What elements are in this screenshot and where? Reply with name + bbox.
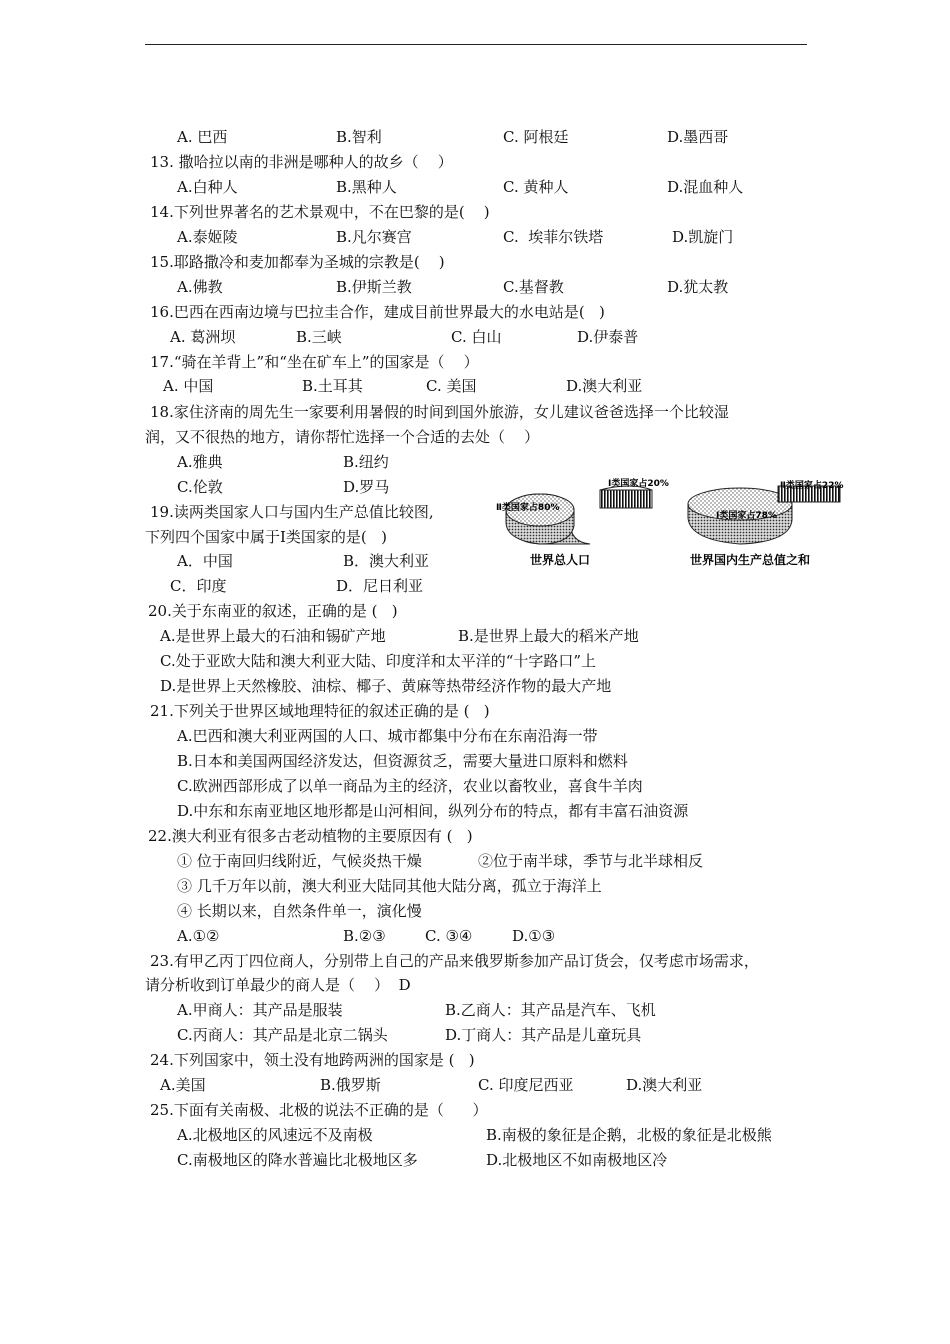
answer-option: C．印度 bbox=[170, 577, 227, 595]
answer-option: C.丙商人：其产品是北京二锅头 bbox=[177, 1026, 388, 1044]
chart-title-gdp: 世界国内生产总值之和 bbox=[690, 553, 811, 567]
question-line: 22.澳大利亚有很多古老动植物的主要原因有 ( ) bbox=[148, 827, 473, 845]
answer-option: ②位于南半球，季节与北半球相反 bbox=[478, 852, 704, 870]
answer-option: D.①③ bbox=[512, 927, 556, 945]
answer-option: B.是世界上最大的稻米产地 bbox=[458, 627, 639, 645]
question-line: 20.关于东南亚的叙述，正确的是 ( ) bbox=[148, 602, 398, 620]
answer-option: D.凯旋门 bbox=[672, 228, 734, 246]
answer-option: C. 美国 bbox=[426, 377, 477, 395]
question-line: 13. 撒哈拉以南的非洲是哪种人的故乡（ ） bbox=[150, 153, 453, 171]
answer-option: B.智利 bbox=[336, 128, 382, 146]
answer-option: B.土耳其 bbox=[302, 377, 363, 395]
question-line: 25.下面有关南极、北极的说法不正确的是（ ） bbox=[150, 1101, 488, 1119]
answer-option: C. 阿根廷 bbox=[503, 128, 569, 146]
answer-option: D.犹太教 bbox=[667, 278, 729, 296]
answer-option: ① 位于南回归线附近，气候炎热干燥 bbox=[177, 852, 422, 870]
answer-option: A.甲商人：其产品是服装 bbox=[177, 1001, 343, 1019]
question-line: ③ 几千万年以前，澳大利亚大陆同其他大陆分离，孤立于海洋上 bbox=[177, 877, 602, 895]
answer-option: B.②③ bbox=[343, 927, 386, 945]
answer-option: A.①② bbox=[177, 927, 220, 945]
answer-option: D.罗马 bbox=[343, 478, 390, 496]
answer-option: C. ③④ bbox=[425, 927, 473, 945]
chart-title-population: 世界总人口 bbox=[530, 553, 591, 567]
question-line: D.是世界上天然橡胶、油棕、椰子、黄麻等热带经济作物的最大产地 bbox=[160, 677, 612, 695]
question-line: 23.有甲乙丙丁四位商人，分别带上自己的产品来俄罗斯参加产品订货会，仅考虑市场需求， bbox=[150, 952, 759, 970]
answer-option: A.雅典 bbox=[177, 453, 223, 471]
answer-option: B．澳大利亚 bbox=[343, 552, 430, 570]
answer-option: D.澳大利亚 bbox=[626, 1076, 703, 1094]
answer-option: B.纽约 bbox=[343, 453, 389, 471]
answer-option: B.乙商人：其产品是汽车、飞机 bbox=[445, 1001, 656, 1019]
answer-option: A．中国 bbox=[177, 552, 233, 570]
answer-option: B.黑种人 bbox=[336, 178, 397, 196]
answer-option: A.北极地区的风速远不及南极 bbox=[177, 1126, 373, 1144]
answer-option: D．尼日利亚 bbox=[336, 577, 424, 595]
answer-option: A.佛教 bbox=[177, 278, 223, 296]
answer-option: D.北极地区不如南极地区冷 bbox=[486, 1151, 668, 1169]
question-line: 19.读两类国家人口与国内生产总值比较图, bbox=[150, 503, 434, 521]
answer-option: B.俄罗斯 bbox=[320, 1076, 381, 1094]
answer-option: C. 白山 bbox=[451, 328, 502, 346]
question-line: ④ 长期以来，自然条件单一，演化慢 bbox=[177, 902, 422, 920]
question-line: 24.下列国家中，领土没有地跨两洲的国家是 ( ) bbox=[150, 1051, 475, 1069]
label-type1-gdp: Ⅰ类国家占78% bbox=[716, 511, 777, 521]
answer-option: B.伊斯兰教 bbox=[336, 278, 412, 296]
question-line: 14.下列世界著名的艺术景观中，不在巴黎的是( ) bbox=[150, 203, 490, 221]
answer-option: D.墨西哥 bbox=[667, 128, 729, 146]
answer-option: C. 印度尼西亚 bbox=[478, 1076, 574, 1094]
answer-option: C.基督教 bbox=[503, 278, 564, 296]
answer-option: D.混血种人 bbox=[667, 178, 744, 196]
question-line: A.巴西和澳大利亚两国的人口、城市都集中分布在东南沿海一带 bbox=[177, 727, 598, 745]
question-line: 润，又不很热的地方，请你帮忙选择一个合适的去处（ ） bbox=[145, 428, 540, 446]
answer-option: C.伦敦 bbox=[177, 478, 223, 496]
question-line: D.中东和东南亚地区地形都是山河相间，纵列分布的特点，都有丰富石油资源 bbox=[177, 802, 689, 820]
slice-type1-population bbox=[600, 490, 652, 508]
answer-option: D.伊泰普 bbox=[577, 328, 639, 346]
answer-option: A.白种人 bbox=[177, 178, 238, 196]
label-type1-population: Ⅰ类国家占20% bbox=[608, 479, 669, 489]
header-rule bbox=[145, 44, 807, 45]
question-line: 17.“骑在羊背上”和“坐在矿车上”的国家是（ ） bbox=[150, 353, 479, 371]
chart-world-gdp bbox=[688, 479, 843, 567]
answer-option: A.泰姬陵 bbox=[177, 228, 238, 246]
label-type2-gdp: Ⅱ类国家占22% bbox=[780, 481, 844, 491]
chart-world-population bbox=[496, 477, 669, 567]
answer-option: A. 葛洲坝 bbox=[170, 328, 236, 346]
question-line: 请分析收到订单最少的商人是（ ） D bbox=[145, 976, 411, 994]
answer-option: B.凡尔赛宫 bbox=[336, 228, 412, 246]
question-line: 15.耶路撒冷和麦加都奉为圣城的宗教是( ) bbox=[150, 253, 445, 271]
answer-option: A.美国 bbox=[160, 1076, 206, 1094]
question-line: 下列四个国家中属于Ⅰ类国家的是( ) bbox=[145, 528, 387, 546]
question-line: 21.下列关于世界区域地理特征的叙述正确的是 ( ) bbox=[150, 702, 490, 720]
question-line: B.日本和美国两国经济发达，但资源贫乏，需要大量进口原料和燃料 bbox=[177, 752, 628, 770]
question-line: 16.巴西在西南边境与巴拉圭合作，建成目前世界最大的水电站是( ) bbox=[150, 303, 605, 321]
answer-option: A.是世界上最大的石油和锡矿产地 bbox=[160, 627, 386, 645]
answer-option: B.南极的象征是企鹅，北极的象征是北极熊 bbox=[486, 1126, 772, 1144]
population-gdp-pie-charts bbox=[490, 474, 870, 574]
answer-option: A. 巴西 bbox=[177, 128, 228, 146]
answer-option: B.三峡 bbox=[296, 328, 342, 346]
answer-option: C. 黄种人 bbox=[503, 178, 569, 196]
answer-option: C.南极地区的降水普遍比北极地区多 bbox=[177, 1151, 418, 1169]
label-type2-population: Ⅱ类国家占80% bbox=[496, 503, 560, 513]
answer-option: C. 埃菲尔铁塔 bbox=[503, 228, 604, 246]
question-line: 18.家住济南的周先生一家要利用暑假的时间到国外旅游，女儿建议爸爸选择一个比较湿 bbox=[150, 403, 729, 421]
question-line: C.欧洲西部形成了以单一商品为主的经济，农业以畜牧业，喜食牛羊肉 bbox=[177, 777, 643, 795]
answer-option: A. 中国 bbox=[163, 377, 214, 395]
question-line: C.处于亚欧大陆和澳大利亚大陆、印度洋和太平洋的“十字路口”上 bbox=[160, 652, 597, 670]
answer-option: D.澳大利亚 bbox=[566, 377, 643, 395]
answer-option: D.丁商人：其产品是儿童玩具 bbox=[445, 1026, 642, 1044]
